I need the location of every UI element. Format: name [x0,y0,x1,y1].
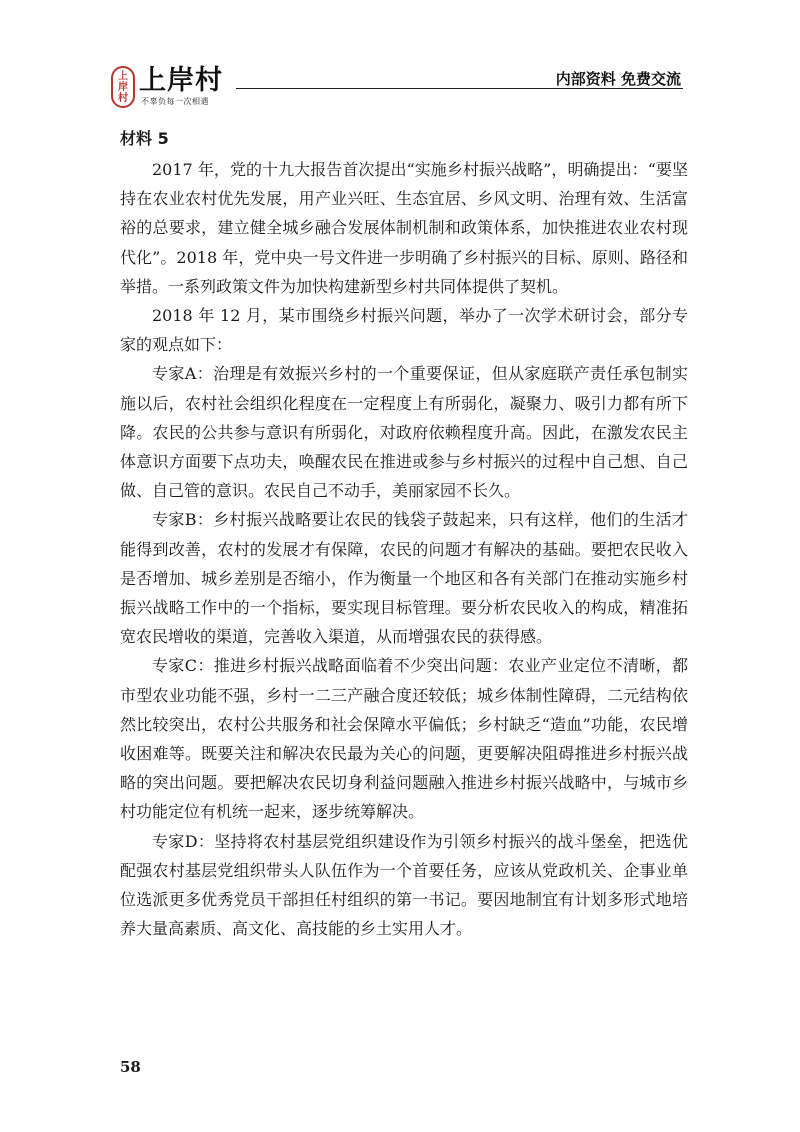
seal-char: 岸 [118,81,128,93]
paragraph: 2017 年，党的十九大报告首次提出“实施乡村振兴战略”，明确提出：“要坚持在农业农村优先发展，用产业兴旺、生态宜居、乡风文明、治理有效、生活富裕的总要求，建立健全城乡融合发展体制机制和政策体系，加快推进农业农村现代化”。2018 年，党中央一号文件进一步明确了乡村振兴的目标、原则、路径和举措。一系列政策文件为加快构建新型乡村共同体提供了契机。 [120,160,688,296]
seal-char: 村 [118,92,128,104]
paragraph: 专家B：乡村振兴战略要让农民的钱袋子鼓起来，只有这样，他们的生活才能得到改善，农村的发展才有保障，农民的问题才有解决的基础。要把农民收入是否增加、城乡差别是否缩小，作为衡量一个地区和各有关部门在推动实施乡村振兴战略工作中的一个指标，要实现目标管理。要分析农民收入的构成，精准拓宽农民增收的渠道，完善收入渠道，从而增强农民的获得感。 [120,510,688,647]
section-title: 材料 5 [120,129,169,148]
paragraph: 专家D：坚持将农村基层党组织建设作为引领乡村振兴的战斗堡垒，把选优配强农村基层党组织带头人队伍作为一个首要任务，应该从党政机关、企事业单位选派更多优秀党员干部担任村组织的第一书记。要因地制宜有计划多形式地培养大量高素质、高文化、高技能的乡土实用人才。 [120,831,688,939]
header-tag: 内部资料 免费交流 [555,70,681,88]
page-header [103,58,683,108]
seal-char: 上 [118,70,128,82]
paragraph: 专家C：推进乡村振兴战略面临着不少突出问题：农业产业定位不清晰，都市型农业功能不强，乡村一二三产融合度还较低；城乡体制性障碍，二元结构依然比较突出，农村公共服务和社会保障水平偏低；乡村缺乏“造血”功能，农民增收困难等。既要关注和解决农民最为关心的问题，更要解决阻碍推进乡村振兴战略的突出问题。要把解决农民切身利益问题融入推进乡村振兴战略中，与城市乡村功能定位有机统一起来，逐步统筹解决。 [120,656,688,822]
document-body [120,125,688,943]
paragraph: 专家A：治理是有效振兴乡村的一个重要保证，但从家庭联产责任承包制实施以后，农村社会组织化程度在一定程度上有所弱化，凝聚力、吸引力都有所下降。农民的公共参与意识有所弱化，对政府依赖程度升高。因此，在激发农民主体意识方面要下点功夫，唤醒农民在推进或参与乡村振兴的过程中自己想、自己做、自己管的意识。农民自己不动手，美丽家园不长久。 [120,364,688,501]
page-number: 58 [120,1058,141,1076]
brand-name: 上岸村 [139,65,223,96]
logo-seal [111,66,135,108]
brand-slogan: 不辜负每一次相遇 [141,97,209,106]
paragraph: 2018 年 12 月，某市围绕乡村振兴问题，举办了一次学术研讨会，部分专家的观点如下： [120,306,688,355]
